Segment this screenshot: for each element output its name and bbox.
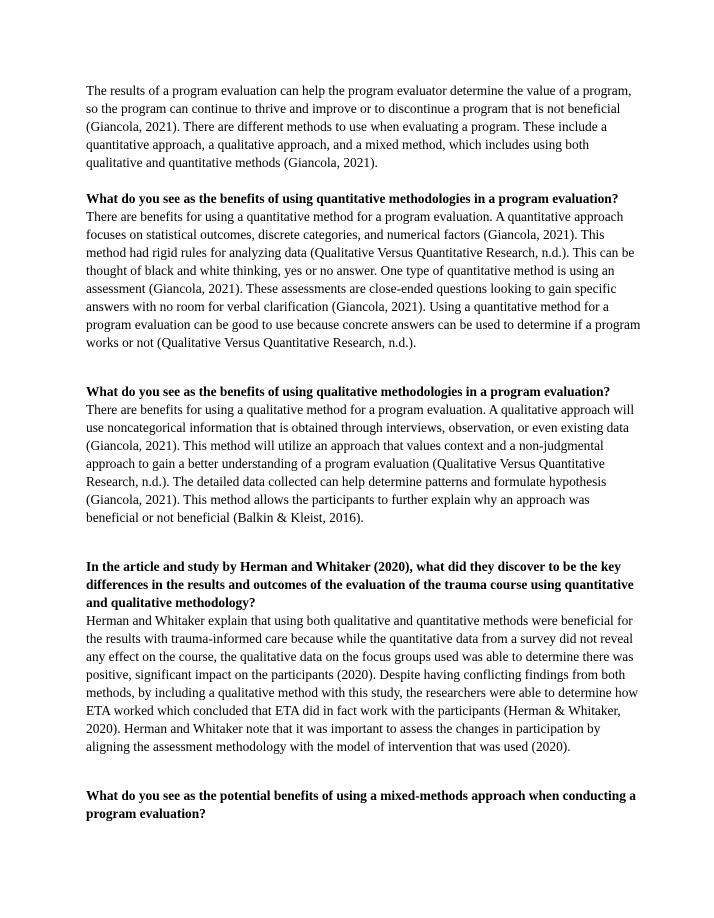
intro-paragraph: The results of a program evaluation can help the program evaluator determine the value of a program, so the program can continue to thrive and improve or to discontinue a program that is not beneficial (Giancola, 2021). There are different methods to use when evaluating a program. These include a quantitative approach, a qualitative approach, and a mixed method, which includes using both qualitative and quantitative methods (Giancola, 2021).: [86, 83, 632, 170]
paragraph-spacer: [86, 527, 644, 558]
section-heading-quantitative: What do you see as the benefits of using quantitative methodologies in a program evaluation?: [86, 191, 619, 206]
paragraph-spacer: [86, 172, 644, 190]
document-page: [86, 82, 644, 823]
section-body-quantitative: There are benefits for using a quantitative method for a program evaluation. A quantitative approach focuses on statistical outcomes, discrete categories, and numerical factors (Giancola, 2021). This method had rigid rules for analyzing data (Qualitative Versus Quantitative Research, n.d.). This can be thought of black and white thinking, yes or no answer. One type of quantitative method is using an assessment (Giancola, 2021). These assessments are close-ended questions looking to gain specific answers with no room for verbal clarification (Giancola, 2021). Using a quantitative method for a program evaluation can be good to use because concrete answers can be used to determine if a program works or not (Qualitative Versus Quantitative Research, n.d.).: [86, 209, 641, 350]
section-body-herman-whitaker: Herman and Whitaker explain that using both qualitative and quantitative methods were beneficial for the results with trauma-informed care because while the quantitative data from a survey did not reveal any effect on the course, the qualitative data on the focus groups used was able to determine there was positive, significant impact on the participants (2020). Despite having conflicting findings from both methods, by including a qualitative method with this study, the researchers were able to determine how ETA worked which concluded that ETA did in fact work with the participants (Herman & Whitaker, 2020). Herman and Whitaker note that it was important to assess the changes in participation by aligning the assessment methodology with the model of intervention that was used (2020).: [86, 613, 639, 754]
paragraph-spacer: [86, 352, 644, 383]
section-heading-mixed-methods: What do you see as the potential benefits of using a mixed-methods approach when conducting a program evaluation?: [86, 788, 636, 821]
paragraph-spacer: [86, 756, 644, 787]
section-body-qualitative: There are benefits for using a qualitative method for a program evaluation. A qualitative approach will use noncategorical information that is obtained through interviews, observation, or even existing data (Giancola, 2021). This method will utilize an approach that values context and a non-judgmental approach to gain a better understanding of a program evaluation (Qualitative Versus Quantitative Research, n.d.). The detailed data collected can help determine patterns and formulate hypothesis (Giancola, 2021). This method allows the participants to further explain why an approach was beneficial or not beneficial (Balkin & Kleist, 2016).: [86, 402, 635, 525]
section-heading-qualitative: What do you see as the benefits of using qualitative methodologies in a program evaluation?: [86, 384, 611, 399]
section-heading-herman-whitaker: In the article and study by Herman and Whitaker (2020), what did they discover to be the key differences in the results and outcomes of the evaluation of the trauma course using quantitative and qualitative methodology?: [86, 559, 634, 610]
